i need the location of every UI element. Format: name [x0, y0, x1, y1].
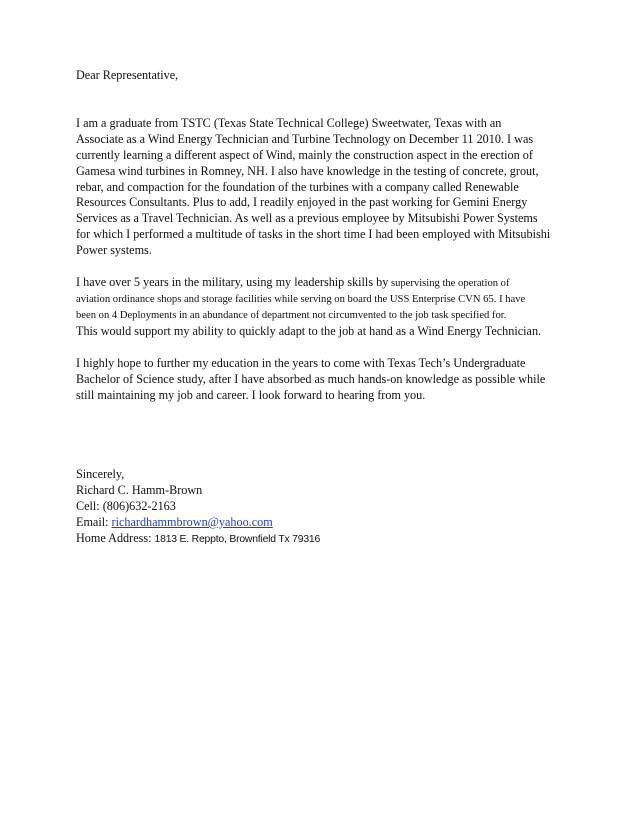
paragraph-line	[76, 275, 572, 292]
paragraph-line: Power systems.	[76, 243, 152, 258]
paragraph-line: I am a graduate from TSTC (Texas State Technical College) Sweetwater, Texas with an	[76, 115, 502, 130]
paragraph-line: currently learning a different aspect of Wind, mainly the construction aspect in the erection of	[76, 147, 533, 162]
address-value: 1813 E. Reppto, Brownfield Tx 79316	[154, 534, 321, 546]
spacer	[76, 340, 572, 356]
email-link[interactable]: richardhammbrown@yahoo.com	[111, 515, 273, 530]
email-line	[76, 515, 572, 531]
paragraph-line: Services as a Travel Technician. As well as a previous employee by Mitsubishi Power Systems	[76, 211, 538, 226]
paragraph-line: for which I performed a multitude of tasks in the short time I had been employed with Mitsubishi	[76, 227, 551, 242]
paragraph-education	[76, 116, 572, 259]
salutation-text: Dear Representative,	[76, 68, 179, 82]
paragraph-line: Gamesa wind turbines in Romney, NH. I also have knowledge in the testing of concrete, grout,	[76, 163, 539, 178]
paragraph-line: rebar, and compaction for the foundation of the turbines with a company called Renewable	[76, 179, 519, 194]
paragraph-line: still maintaining my job and career. I look forward to hearing from you.	[76, 387, 426, 402]
salutation	[76, 68, 572, 84]
paragraph-line: Resources Consultants. Plus to add, I readily enjoyed in the past working for Gemini Energy	[76, 195, 528, 210]
paragraph-line: I highly hope to further my education in the years to come with Texas Tech’s Undergraduate	[76, 355, 526, 370]
email-label: Email:	[76, 515, 112, 530]
home-address-line	[76, 531, 572, 548]
cover-letter	[76, 68, 572, 548]
paragraph-text: supervising the operation of	[388, 278, 510, 290]
paragraph-goals	[76, 356, 572, 404]
paragraph-line: Associate as a Wind Energy Technician and Turbine Technology on December 11 2010. I was	[76, 131, 534, 146]
spacer	[76, 403, 572, 467]
address-label: Home Address:	[76, 531, 155, 546]
paragraph-line: Bachelor of Science study, after I have absorbed as much hands-on knowledge as possible while	[76, 371, 546, 386]
paragraph-line: This would support my ability to quickly adapt to the job at hand as a Wind Energy Technician.	[76, 323, 542, 338]
signature-block	[76, 467, 572, 548]
cell-phone: Cell: (806)632-2163	[76, 499, 176, 514]
spacer	[76, 259, 572, 275]
paragraph-military	[76, 275, 572, 340]
closing: Sincerely,	[76, 467, 125, 482]
paragraph-line: aviation ordinance shops and storage facilities while serving on board the USS Enterprise CVN 65. I have	[76, 293, 526, 305]
paragraph-line: been on 4 Deployments in an abundance of department not circumvented to the job task specified for.	[76, 309, 507, 321]
paragraph-text: I have over 5 years in the military, using my leadership skills by	[76, 275, 389, 290]
signer-name: Richard C. Hamm-Brown	[76, 483, 203, 498]
spacer	[76, 84, 572, 116]
